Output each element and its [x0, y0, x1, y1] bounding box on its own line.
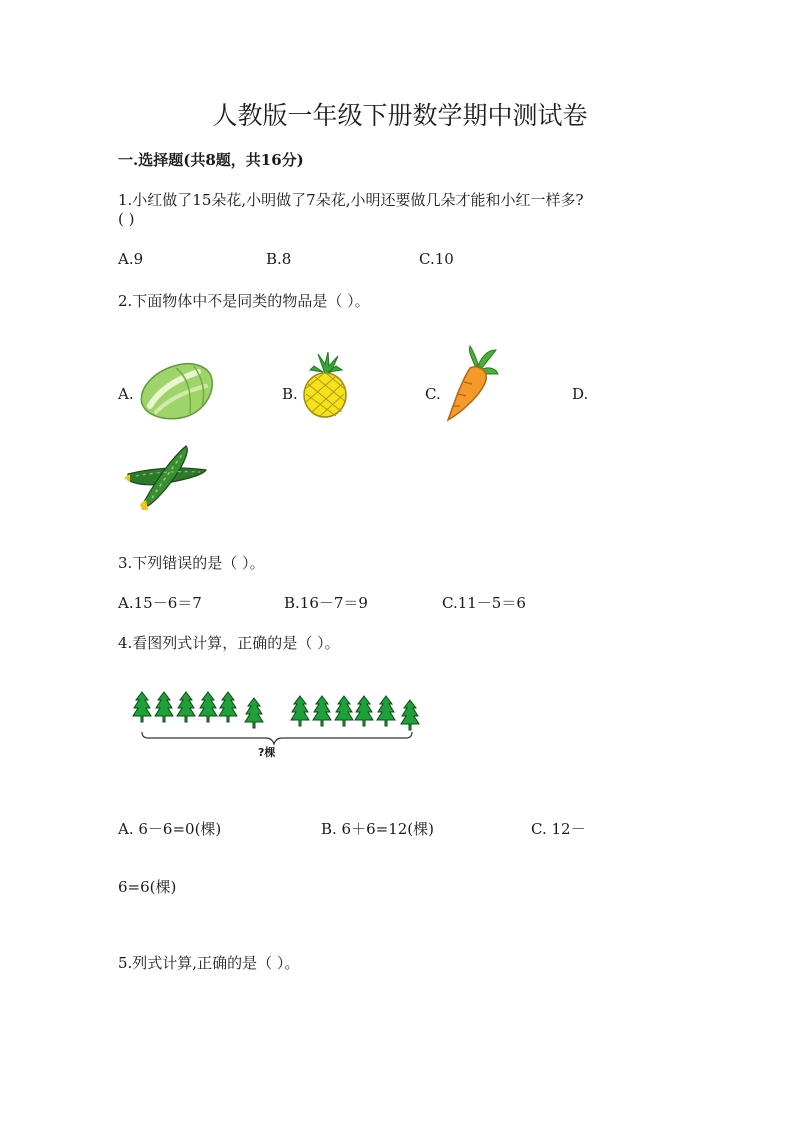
tree-icon	[401, 700, 419, 730]
question-2-option-a: A.	[118, 385, 134, 403]
pineapple-icon	[298, 352, 352, 418]
tree-icon	[219, 692, 237, 722]
tree-icon	[335, 696, 353, 726]
question-3-option-a: A.15－6＝7	[118, 594, 202, 612]
trees-figure-label: ?棵	[258, 746, 276, 759]
tree-icon	[133, 692, 151, 722]
question-1-option-c: C.10	[419, 250, 454, 268]
tree-icon	[291, 696, 309, 726]
tree-icon	[313, 696, 331, 726]
question-5-text: 5.列式计算,正确的是（ ）。	[118, 954, 300, 972]
question-3-option-c: C.11－5＝6	[442, 594, 526, 612]
question-4-option-c: C. 12－	[531, 820, 586, 838]
question-1-option-a: A.9	[118, 250, 144, 268]
question-2-text: 2.下面物体中不是同类的物品是（ ）。	[118, 292, 370, 310]
page-title: 人教版一年级下册数学期中测试卷	[212, 101, 588, 130]
question-1-blank: ( )	[118, 210, 135, 228]
brace-line	[142, 732, 412, 744]
question-2-option-b: B.	[282, 385, 298, 403]
section-heading: 一.选择题(共8题，共16分)	[118, 151, 304, 169]
tree-icon	[377, 696, 395, 726]
question-3-option-b: B.16－7＝9	[284, 594, 368, 612]
question-1-text: 1.小红做了15朵花,小明做了7朵花,小明还要做几朵才能和小红一样多?	[118, 191, 584, 209]
tree-icon	[177, 692, 195, 722]
cucumber-icon	[122, 440, 210, 512]
question-4-text: 4.看图列式计算，正确的是（ ）。	[118, 634, 340, 652]
tree-icon	[355, 696, 373, 726]
lettuce-icon	[136, 358, 216, 424]
tree-icon	[199, 692, 217, 722]
question-3-text: 3.下列错误的是（ ）。	[118, 554, 265, 572]
question-2-option-d: D.	[572, 385, 589, 403]
tree-icon	[155, 692, 173, 722]
question-1-option-b: B.8	[266, 250, 292, 268]
question-2-option-c: C.	[425, 385, 441, 403]
carrot-icon	[442, 346, 500, 422]
question-4-option-c-continued: 6=6(棵)	[118, 878, 177, 896]
tree-icon	[245, 698, 263, 728]
question-4-option-b: B. 6＋6=12(棵)	[321, 820, 435, 838]
question-4-option-a: A. 6－6=0(棵)	[118, 820, 222, 838]
